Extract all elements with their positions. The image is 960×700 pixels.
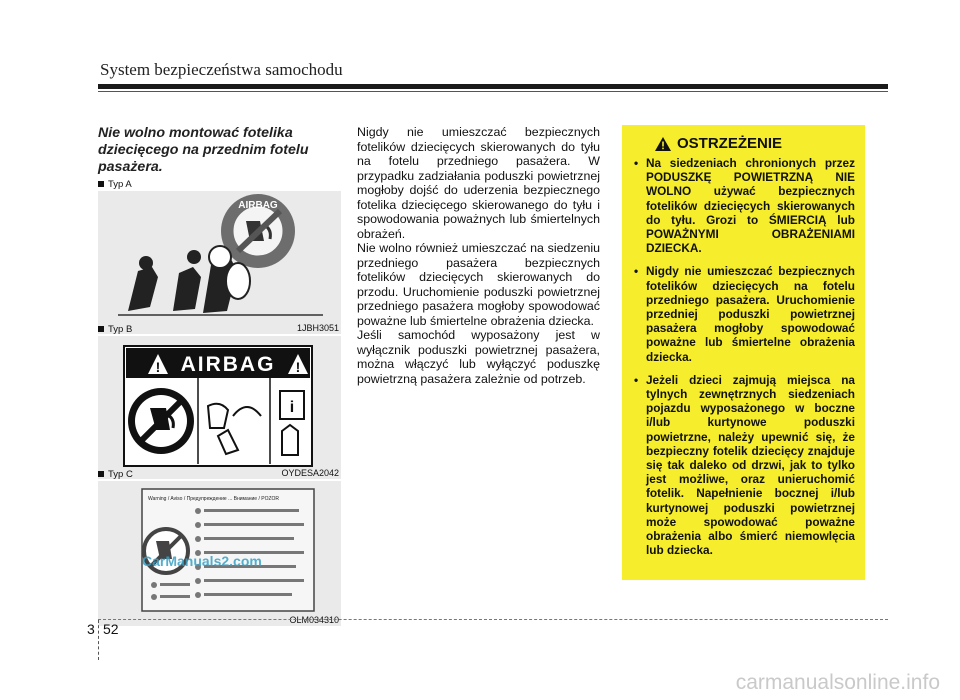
section-heading: Nie wolno montować fotelika dziecięcego na przednim fotelu pasażera. bbox=[98, 125, 309, 175]
figure-image-a bbox=[98, 191, 341, 334]
warning-triangle-icon bbox=[654, 136, 672, 152]
header-rule-thin bbox=[98, 91, 888, 92]
page-header-title: System bezpieczeństwa samochodu bbox=[100, 60, 343, 79]
svg-text:i: i bbox=[289, 399, 295, 416]
footer-rule bbox=[98, 619, 888, 620]
chapter-number: 3 bbox=[87, 621, 95, 637]
svg-text:!: ! bbox=[155, 359, 161, 375]
warning-box bbox=[622, 125, 865, 580]
figure-label: Typ B bbox=[98, 323, 341, 335]
warning-item: • Na siedzeniach chronionych przez PODUSZKĘ POWIETRZNĄ NIE WOLNO używać bezpiecznych fotelików dziecięcych skierowanych do tyłu. Grozi to ŚMIERCIĄ lub POWAŻNYMI OBRAŻENIAMI DZIECKA. bbox=[632, 156, 855, 255]
paragraph: Jeśli samochód wyposażony jest w wyłącznik poduszki powietrznej pasażera, można włączyć lub wyłączyć poduszkę powietrzną pasażera zależnie od potrzeb. bbox=[357, 328, 600, 386]
site-watermark: carmanualsonline.info bbox=[735, 671, 940, 694]
warning-header bbox=[654, 135, 855, 152]
airbag-banner-text: AIRBAG bbox=[180, 353, 276, 376]
figure-type-b bbox=[98, 323, 341, 479]
sticker-header: Warning / Aviso / Предупреждение ... Внимание / POZOR bbox=[148, 496, 280, 502]
footer-divider bbox=[98, 620, 99, 660]
figure-code: OYDESA2042 bbox=[281, 468, 339, 478]
svg-text:!: ! bbox=[295, 359, 301, 375]
warning-title: OSTRZEŻENIE bbox=[677, 135, 783, 152]
page-number: 52 bbox=[103, 621, 119, 637]
watermark: CarManuals2.com bbox=[142, 553, 262, 569]
paragraph: Nie wolno również umieszczać na siedzeniu przedniego pasażera bezpiecznych fotelików dziecięcych skierowanych do przodu. Uruchomienie poduszki powietrznej przedniego pasażera mogłoby spowodować poważne lub śmiertelne obrażenia dziecka. bbox=[357, 241, 600, 328]
warning-item: • Nigdy nie umieszczać bezpiecznych fotelików dziecięcych na fotelu przedniego pasażera. Uruchomienie przedniej poduszki powietrznej pasażera mogłoby spowodować poważne lub śmiertelne obrażenia dziecka. bbox=[632, 264, 855, 363]
paragraph: Nigdy nie umieszczać bezpiecznych fotelików dziecięcych skierowanych do tyłu na fotelu przedniego pasażera. W przypadku zadziałania poduszki powietrznej mogłoby dojść do uderzenia bezpiecznego fotelika dziecięcego skierowanego do tyłu i spowodowania poważnych lub śmiertelnych obrażeń. bbox=[357, 125, 600, 241]
body-text bbox=[357, 125, 600, 386]
figure-label: Typ A bbox=[98, 178, 341, 190]
figure-type-a bbox=[98, 178, 341, 334]
header-rule bbox=[98, 84, 888, 89]
airbag-badge-text: AIRBAG bbox=[238, 200, 278, 211]
figure-label: Typ C bbox=[98, 468, 341, 480]
figure-image-b bbox=[98, 336, 341, 479]
figure-type-c bbox=[98, 468, 341, 626]
figure-code: OLM034310 bbox=[289, 615, 339, 625]
warning-list bbox=[632, 156, 855, 557]
figure-code: 1JBH3051 bbox=[296, 323, 339, 333]
warning-item: • Jeżeli dzieci zajmują miejsca na tylnych zewnętrznych siedzeniach pojazdu wyposażonego w boczne i/lub kurtynowe poduszki powietrzne, należy upewnić się, że bezpieczny fotelik dziecięcy znajduje się tak daleko od drzwi, jak to tylko jest możliwe, oraz unieruchomić fotelik. Napełnienie bocznej i/lub kurtynowej poduszki powietrznej może spowodować poważne obrażenia albo śmierć niemowlęcia lub dziecka. bbox=[632, 373, 855, 558]
